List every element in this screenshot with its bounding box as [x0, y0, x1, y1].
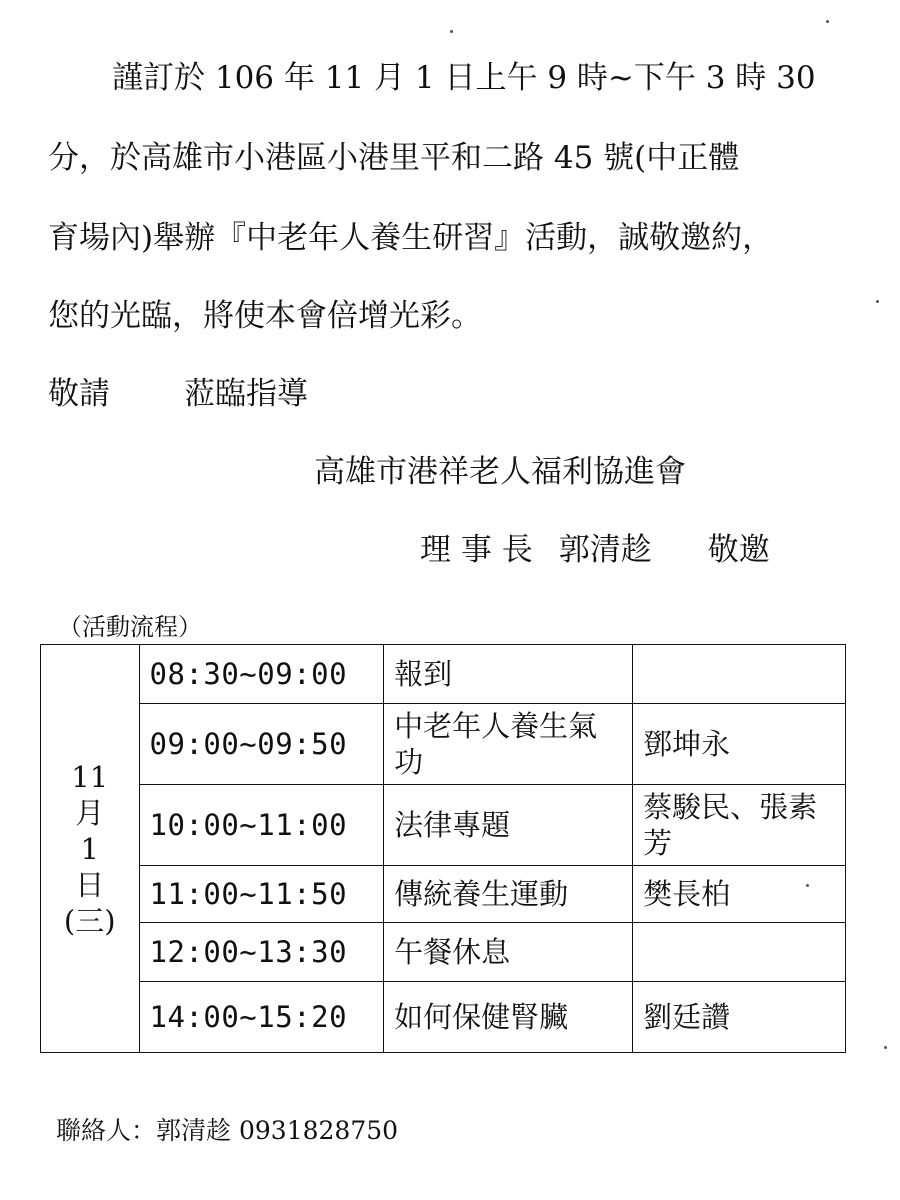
activity-cell: 如何保健腎臟 [384, 982, 633, 1053]
salutation-left: 敬請 [48, 376, 110, 412]
invitation-line-1: 謹訂於 106 年 11 月 1 日上午 9 時~下午 3 時 30 [112, 60, 816, 96]
contact-name: 郭清趁 [156, 1116, 232, 1145]
scan-speck [876, 300, 879, 303]
scan-speck [806, 884, 809, 887]
scan-speck [826, 20, 829, 23]
speaker-cell: 蔡駿民、張素芳 [633, 785, 846, 866]
table-row [41, 785, 846, 866]
scan-speck [450, 30, 453, 33]
date-cell [41, 645, 140, 1053]
date-part: (三) [63, 903, 116, 938]
speaker-cell: 劉廷讚 [633, 982, 846, 1053]
time-cell: 11:00~11:50 [139, 866, 384, 923]
activity-cell: 法律專題 [384, 785, 633, 866]
activity-cell: 報到 [384, 645, 633, 704]
speaker-cell [633, 923, 846, 982]
schedule-caption: （活動流程） [58, 613, 202, 641]
invitation-line-4: 您的光臨，將使本會倍增光彩。 [48, 298, 482, 334]
time-cell: 09:00~09:50 [139, 704, 384, 785]
salutation-right: 蒞臨指導 [184, 376, 308, 412]
table-row [41, 866, 846, 923]
speaker-cell: 樊長柏 [633, 866, 846, 923]
table-row [41, 923, 846, 982]
closing-text: 敬邀 [707, 532, 770, 568]
time-cell: 10:00~11:00 [139, 785, 384, 866]
table-row [41, 704, 846, 785]
time-cell: 14:00~15:20 [139, 982, 384, 1053]
contact-phone: 0931828750 [238, 1116, 399, 1145]
speaker-cell [633, 645, 846, 704]
table-row [41, 982, 846, 1053]
chair-name: 郭清趁 [558, 532, 652, 568]
signature-line [420, 530, 770, 570]
time-cell: 12:00~13:30 [139, 923, 384, 982]
schedule-table [40, 644, 846, 1053]
organization-name: 高雄市港祥老人福利協進會 [314, 454, 686, 490]
date-part: 月 [75, 795, 105, 830]
contact-line [56, 1114, 398, 1148]
salutation [48, 374, 308, 414]
date-part: 1 [80, 831, 99, 866]
contact-label: 聯絡人： [56, 1116, 157, 1145]
speaker-cell: 鄧坤永 [633, 704, 846, 785]
chair-title: 理 事 長 [420, 532, 533, 568]
activity-cell: 中老年人養生氣功 [384, 704, 633, 785]
invitation-line-3: 育場內)舉辦『中老年人養生研習』活動，誠敬邀約， [48, 220, 774, 256]
date-part: 11 [71, 759, 109, 794]
date-part: 日 [75, 867, 105, 902]
invitation-line-2: 分，於高雄市小港區小港里平和二路 45 號(中正體 [48, 140, 740, 176]
activity-cell: 午餐休息 [384, 923, 633, 982]
time-cell: 08:30~09:00 [139, 645, 384, 704]
table-row [41, 645, 846, 704]
scan-speck [884, 1046, 887, 1049]
activity-cell: 傳統養生運動 [384, 866, 633, 923]
